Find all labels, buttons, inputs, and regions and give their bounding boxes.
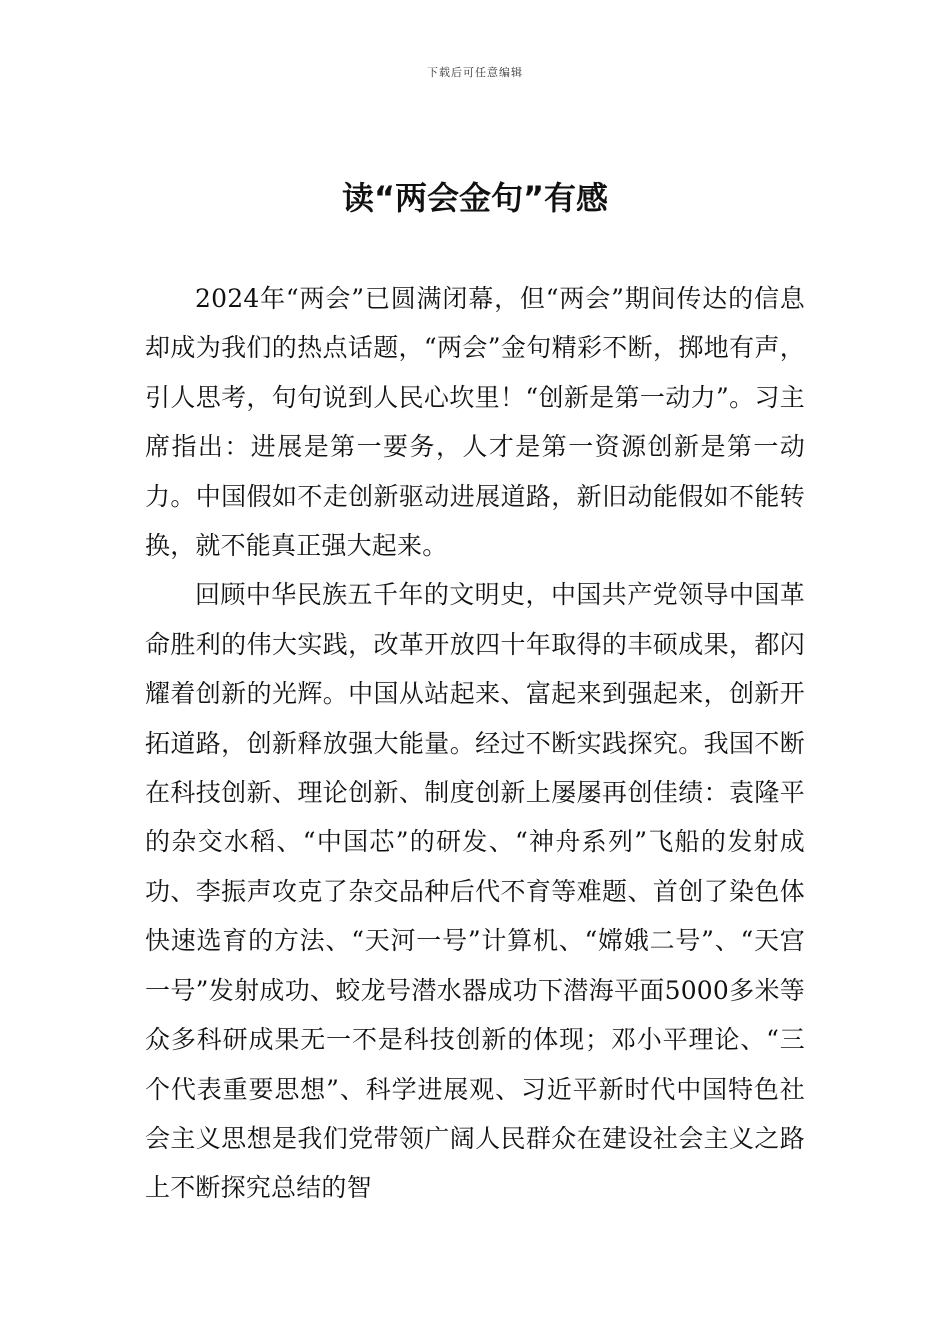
- paragraph-1: 2024年“两会”已圆满闭幕，但“两会”期间传达的信息却成为我们的热点话题，“两会”金句精彩不断，掷地有声，引人思考，句句说到人民心坎里！“创新是第一动力”。习主席指出：进展是第一要务，人才是第一资源创新是第一动力。中国假如不走创新驱动进展道路，新旧动能假如不能转换，就不能真正强大起来。: [145, 284, 805, 561]
- document-title: 读“两会金句”有感: [341, 179, 609, 217]
- document-body: [145, 274, 805, 1213]
- paragraph-2: 回顾中华民族五千年的文明史，中国共产党领导中国革命胜利的伟大实践，改革开放四十年取得的丰硕成果，都闪耀着创新的光辉。中国从站起来、富起来到强起来，创新开拓道路，创新释放强大能量。经过不断实践探究。我国不断在科技创新、理论创新、制度创新上屡屡再创佳绩：袁隆平的杂交水稻、“中国芯”的研发、“神舟系列”飞船的发射成功、李振声攻克了杂交品种后代不育等难题、首创了染色体快速选育的方法、“天河一号”计算机、“嫦娥二号”、“天宫一号”发射成功、蛟龙号潜水器成功下潜海平面5000多米等众多科研成果无一不是科技创新的体现；邓小平理论、“三个代表重要思想”、科学进展观、习近平新时代中国特色社会主义思想是我们党带领广阔人民群众在建设社会主义之路上不断探究总结的智: [145, 580, 805, 1203]
- header-note: 下载后可任意编辑: [427, 66, 523, 79]
